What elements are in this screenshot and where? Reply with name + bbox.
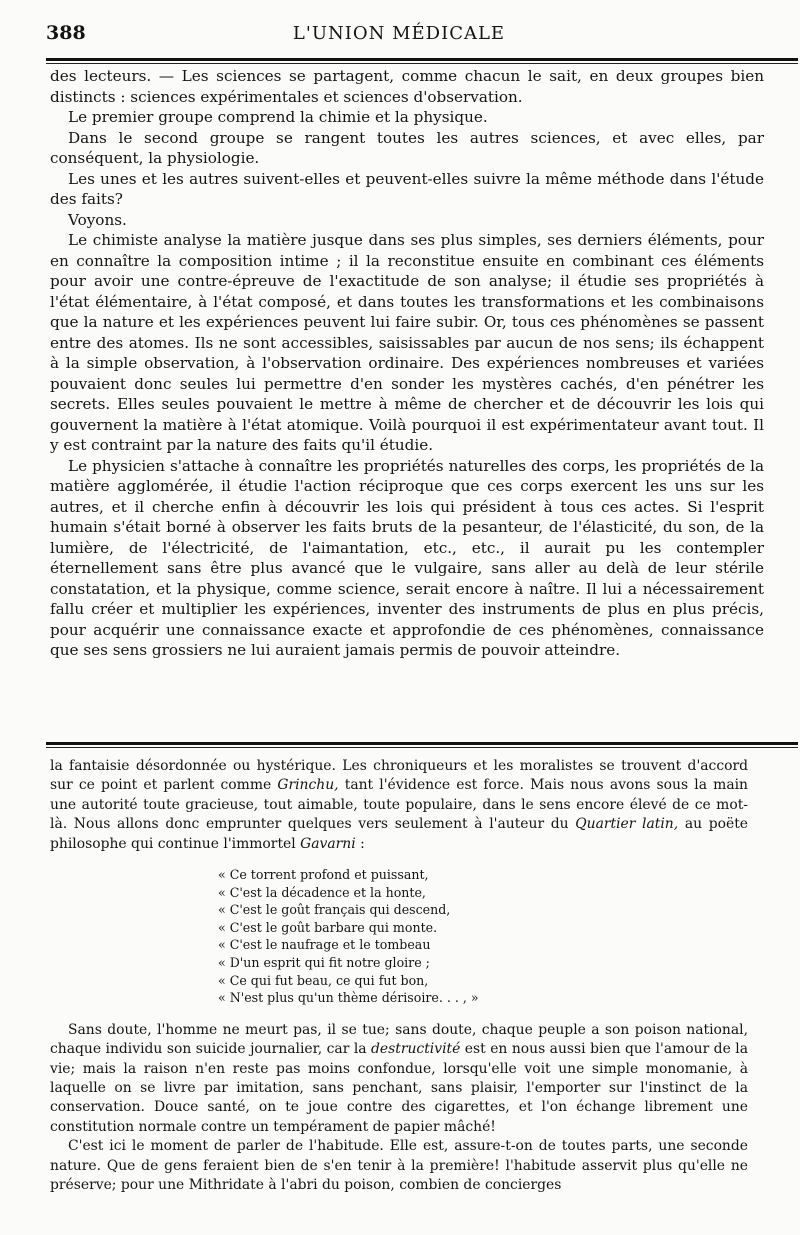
poem-line: « C'est la décadence et la honte,	[218, 884, 426, 900]
page-header	[46, 22, 752, 52]
poem-line: « C'est le naufrage et le tombeau	[218, 937, 431, 953]
poem-line: « D'un esprit qui fit notre gloire ;	[218, 955, 430, 970]
poem-line: « C'est le goût français qui descend,	[218, 902, 451, 918]
feuilleton-section	[50, 757, 748, 1195]
italic-run: Gavarni	[300, 835, 356, 852]
text-run: au poëte philosophe qui continue l'immortel	[50, 816, 748, 852]
italic-run: destructivité	[371, 1041, 461, 1058]
article-body	[50, 66, 764, 661]
text-run: est en nous aussi bien que l'amour de la vie; mais la raison n'en reste pas moins confondue, lorsqu'elle voit une simple monomanie, à laquelle on se livre par imitation, sans penchant, sans plaisir, l'emporter sur l'instinct de la conservation. Douce santé, on te joue contre des cigarettes, et l'on échange librement une constitution normale contre un tempérament de papier mâché!	[50, 1041, 748, 1135]
header-rule-thin	[46, 63, 798, 64]
article-paragraph: Dans le second groupe se rangent toutes les autres sciences, et avec elles, par conséquent, la physiologie.	[50, 128, 764, 167]
running-title: L'UNION MÉDICALE	[292, 23, 506, 44]
text-run: :	[355, 835, 365, 852]
poem-line: « C'est le goût barbare qui monte.	[218, 919, 438, 935]
feuilleton-paragraph	[50, 1021, 748, 1137]
poem-line: « Ce torrent profond et puissant,	[218, 867, 429, 883]
poem-line: « N'est plus qu'un thème dérisoire. . . , »	[218, 990, 479, 1006]
feuilleton-paragraph	[50, 757, 748, 854]
header-rule	[46, 58, 798, 61]
text-run: Sans doute, l'homme ne meurt pas, il se tue; sans doute, chaque peuple a son poison national, chaque individu son suicide journalier, car la	[50, 1021, 748, 1058]
feuilleton-paragraph: C'est ici le moment de parler de l'habitude. Elle est, assure-t-on de toutes parts, une seconde nature. Que de gens feraient bien de s'en tenir à la première! l'habitude asservit plus qu'elle ne préserve; pour une Mithridate à l'abri du poison, combien de concierges	[50, 1138, 748, 1194]
article-paragraph: des lecteurs. — Les sciences se partagent, comme chacun le sait, en deux groupes bien distincts : sciences expérimentales et sciences d'observation.	[50, 67, 764, 106]
poem-quote	[218, 866, 748, 1007]
feuilleton-separator-thin	[46, 747, 798, 748]
article-paragraph: Les unes et les autres suivent-elles et peuvent-elles suivre la même méthode dans l'étude des faits?	[50, 169, 764, 208]
italic-run: Quartier latin,	[575, 816, 679, 833]
text-run: tant l'évidence est force. Mais nous avons sous la main une autorité toute gracieuse, tout aimable, toute populaire, dans le sens encore élevé de ce mot-là. Nous allons donc emprunter quelques vers seulement à l'auteur du	[50, 777, 748, 833]
article-paragraph: Le physicien s'attache à connaître les propriétés naturelles des corps, les propriétés de la matière agglomérée, il étudie l'action réciproque que ces corps exercent les uns sur les autres, et il cherche enfin à découvrir les lois qui président à tous ces actes. Si l'esprit humain s'était borné à observer les faits bruts de la pesanteur, de l'élasticité, du son, de la lumière, de l'électricité, de l'aimantation, etc., etc., il aurait pu les contempler éternellement sans être plus avancé que le vulgaire, sans aller au delà de leur stérile constatation, et la physique, comme science, serait encore à naître. Il lui a nécessairement fallu créer et multiplier les expériences, inventer des instruments de plus en plus précis, pour acquérir une connaissance exacte et approfondie de ces phénomènes, connaissance que ses sens grossiers ne lui auraient jamais permis de pouvoir atteindre.	[50, 456, 764, 659]
article-paragraph: Voyons.	[68, 210, 127, 229]
text-run: la fantaisie désordonnée ou hystérique. Les chroniqueurs et les moralistes se trouvent d'accord sur ce point et parlent comme	[50, 758, 748, 794]
article-paragraph: Le chimiste analyse la matière jusque dans ses plus simples, ses derniers éléments, pour en connaître la composition intime ; il la reconstitue ensuite en combinant ces éléments pour avoir une contre-épreuve de l'exactitude de son analyse; il étudie ses propriétés à l'état élémentaire, à l'état composé, et dans toutes les transformations et les combinaisons que la nature et les expériences peuvent lui faire subir. Or, tous ces phénomènes se passent entre des atomes. Ils ne sont accessibles, saisissables par aucun de nos sens; ils échappent à la simple observation, à l'observation ordinaire. Des expériences nombreuses et variées pouvaient donc seules lui permettre d'en sonder les mystères cachés, d'en pénétrer les secrets. Elles seules pouvaient le mettre à même de chercher et de découvrir les lois qui gouvernent la matière à l'état atomique. Voilà pourquoi il est expérimentateur avant tout. Il y est contraint par la nature des faits qu'il étudie.	[50, 231, 764, 454]
feuilleton-separator	[46, 742, 798, 745]
poem-line: « Ce qui fut beau, ce qui fut bon,	[218, 972, 429, 988]
article-paragraph: Le premier groupe comprend la chimie et la physique.	[68, 108, 488, 126]
page-number: 388	[46, 22, 86, 44]
italic-run: Grinchu,	[277, 777, 339, 794]
